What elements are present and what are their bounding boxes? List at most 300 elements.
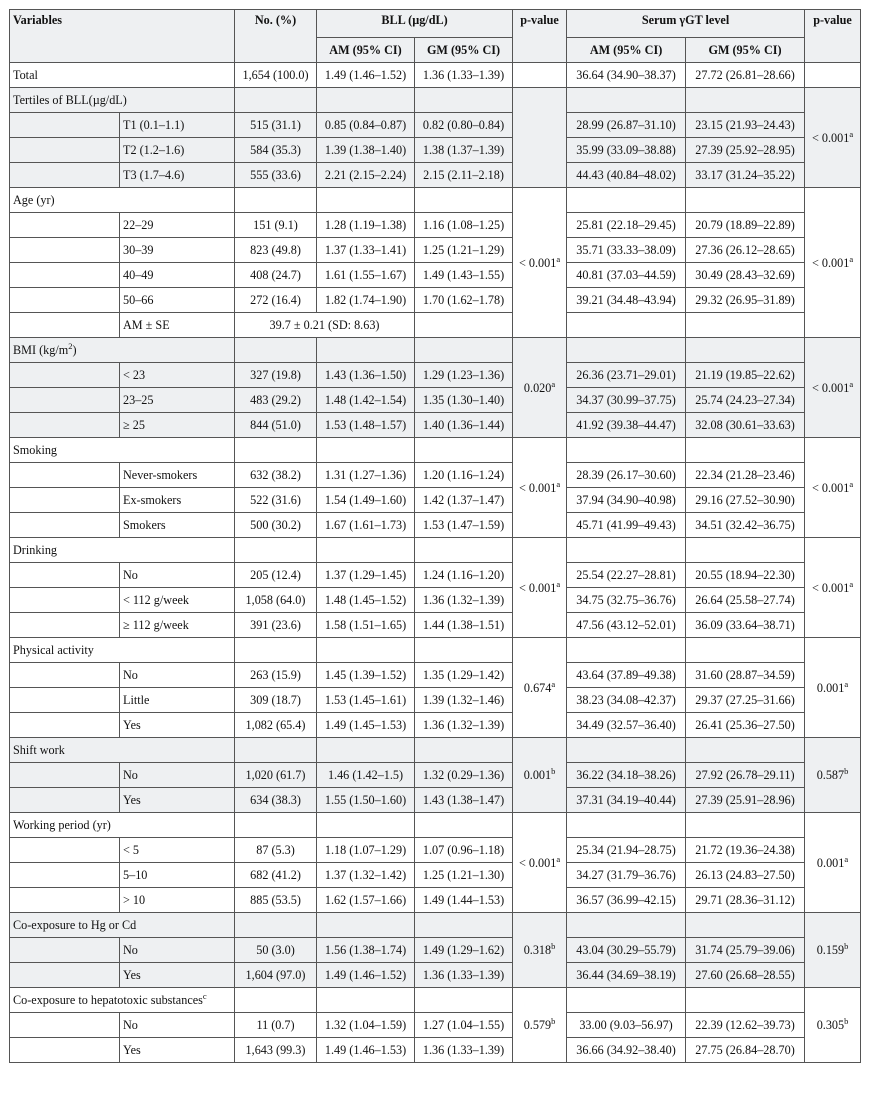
group-label-end-bmi: ) [72,343,77,357]
row-ggt-am: 33.00 (9.03–56.97) [567,1013,686,1038]
age-am-se-label: AM ± SE [120,313,235,338]
header-bll-am: AM (95% CI) [317,38,415,63]
drinking-p-bll [513,538,567,638]
group-row-tertiles [10,88,861,113]
table-row [10,513,861,538]
row-ggt-am: 45.71 (41.99–49.43) [567,513,686,538]
group-n-physical [235,638,317,663]
row-label: 50–66 [120,288,235,313]
row-bll-am: 0.85 (0.84–0.87) [317,113,415,138]
working-p-bll [513,813,567,913]
row-indent [10,413,120,438]
row-ggt-gm: 26.64 (25.58–27.74) [686,588,805,613]
group-bll-am-smoking [317,438,415,463]
group-label-physical [10,638,235,663]
row-label: No [120,763,235,788]
row-ggt-gm: 20.79 (18.89–22.89) [686,213,805,238]
row-ggt-am: 43.64 (37.89–49.38) [567,663,686,688]
row-label: Yes [120,1038,235,1063]
row-ggt-gm: 22.39 (12.62–39.73) [686,1013,805,1038]
group-label-text-working: Working period (yr) [13,818,111,832]
group-label-text-tertiles: Tertiles of BLL(µg/dL) [13,93,127,107]
row-bll-gm: 1.36 (1.33–1.39) [415,963,513,988]
group-n-hepato [235,988,317,1013]
hgcd-p-ggt-value: 0.159 [816,943,845,957]
drinking-p-ggt-value: < 0.001 [811,580,850,595]
table-container [9,9,861,1063]
group-label-working [10,813,235,838]
row-indent [10,1013,120,1038]
working-p-ggt [805,813,861,913]
hgcd-p-ggt-footnote: b [844,941,849,951]
row-n: 1,604 (97.0) [235,963,317,988]
table-row [10,388,861,413]
total-p-ggt [805,63,861,88]
table-row [10,238,861,263]
row-bll-gm: 1.44 (1.38–1.51) [415,613,513,638]
bmi-p-ggt [805,338,861,438]
row-n: 309 (18.7) [235,688,317,713]
row-ggt-gm: 32.08 (30.61–33.63) [686,413,805,438]
row-n: 885 (53.5) [235,888,317,913]
group-bll-gm-working [415,813,513,838]
row-indent [10,238,120,263]
group-row-drinking [10,538,861,563]
age-p-ggt-footnote: a [849,253,854,264]
row-bll-am: 1.53 (1.48–1.57) [317,413,415,438]
group-label-shift [10,738,235,763]
group-n-smoking [235,438,317,463]
table-row [10,763,861,788]
group-bll-gm-age [415,188,513,213]
row-ggt-am: 36.57 (36.99–42.15) [567,888,686,913]
row-bll-am: 1.67 (1.61–1.73) [317,513,415,538]
bmi-p-ggt-footnote: a [849,378,854,389]
row-indent [10,763,120,788]
row-ggt-am: 34.75 (32.75–36.76) [567,588,686,613]
row-bll-am: 1.48 (1.45–1.52) [317,588,415,613]
total-label: Total [10,63,235,88]
group-row-hepato [10,988,861,1013]
row-ggt-am: 43.04 (30.29–55.79) [567,938,686,963]
table-row [10,1038,861,1063]
row-n: 1,058 (64.0) [235,588,317,613]
group-ggt-gm-smoking [686,438,805,463]
total-bll-am: 1.49 (1.46–1.52) [317,63,415,88]
table-row [10,213,861,238]
row-indent [10,713,120,738]
row-bll-am: 1.46 (1.42–1.5) [317,763,415,788]
table-row [10,613,861,638]
row-label: ≥ 112 g/week [120,613,235,638]
row-indent [10,513,120,538]
row-n: 50 (3.0) [235,938,317,963]
row-bll-gm: 2.15 (2.11–2.18) [415,163,513,188]
row-bll-am: 1.31 (1.27–1.36) [317,463,415,488]
header-ggt: Serum γGT level [567,10,805,38]
row-indent [10,463,120,488]
row-indent [10,688,120,713]
group-label-text-physical: Physical activity [13,643,94,657]
table-row [10,663,861,688]
group-ggt-am-working [567,813,686,838]
row-n: 11 (0.7) [235,1013,317,1038]
group-bll-gm-tertiles [415,88,513,113]
hepato-p-bll-value: 0.579 [523,1018,552,1032]
group-bll-gm-smoking [415,438,513,463]
row-bll-am: 1.28 (1.19–1.38) [317,213,415,238]
drinking-p-ggt [805,538,861,638]
group-bll-am-drinking [317,538,415,563]
row-label: Yes [120,963,235,988]
row-indent [10,888,120,913]
row-bll-gm: 1.70 (1.62–1.78) [415,288,513,313]
row-label: Little [120,688,235,713]
header-ggt-gm: GM (95% CI) [686,38,805,63]
row-ggt-am: 35.99 (33.09–38.88) [567,138,686,163]
hepato-p-bll-footnote: b [551,1016,556,1026]
row-bll-gm: 1.07 (0.96–1.18) [415,838,513,863]
row-indent [10,613,120,638]
physical-p-ggt-value: 0.001 [816,680,845,695]
row-bll-gm: 1.32 (0.29–1.36) [415,763,513,788]
bmi-p-bll-value: 0.020 [523,380,552,395]
row-indent [10,113,120,138]
row-label: < 23 [120,363,235,388]
bmi-p-bll [513,338,567,438]
row-bll-gm: 1.49 (1.44–1.53) [415,888,513,913]
table-row [10,288,861,313]
row-indent [10,588,120,613]
table-row [10,963,861,988]
tertiles-p-ggt-footnote: a [849,128,854,139]
row-ggt-gm: 31.60 (28.87–34.59) [686,663,805,688]
row-n: 327 (19.8) [235,363,317,388]
row-n: 1,643 (99.3) [235,1038,317,1063]
row-bll-gm: 1.38 (1.37–1.39) [415,138,513,163]
row-bll-am: 1.43 (1.36–1.50) [317,363,415,388]
drinking-p-bll-value: < 0.001 [518,580,557,595]
group-label-sup-bmi: 2 [68,341,73,351]
age-am-se-empty [686,313,805,338]
row-bll-gm: 1.35 (1.30–1.40) [415,388,513,413]
shift-p-ggt-value: 0.587 [816,768,845,782]
group-row-age [10,188,861,213]
row-bll-am: 1.49 (1.45–1.53) [317,713,415,738]
row-n: 682 (41.2) [235,863,317,888]
table-row [10,788,861,813]
group-bll-gm-hgcd [415,913,513,938]
row-bll-am: 1.54 (1.49–1.60) [317,488,415,513]
group-bll-gm-hepato [415,988,513,1013]
row-bll-gm: 1.49 (1.29–1.62) [415,938,513,963]
group-bll-am-physical [317,638,415,663]
smoking-p-ggt [805,438,861,538]
row-ggt-gm: 27.36 (26.12–28.65) [686,238,805,263]
row-indent [10,288,120,313]
group-label-tertiles [10,88,235,113]
header-ggt-am: AM (95% CI) [567,38,686,63]
row-bll-gm: 1.16 (1.08–1.25) [415,213,513,238]
physical-p-bll [513,638,567,738]
row-n: 151 (9.1) [235,213,317,238]
header-row [10,10,861,38]
row-bll-am: 1.32 (1.04–1.59) [317,1013,415,1038]
row-n: 555 (33.6) [235,163,317,188]
age-p-bll-value: < 0.001 [518,255,557,270]
row-label: T2 (1.2–1.6) [120,138,235,163]
row-bll-am: 1.53 (1.45–1.61) [317,688,415,713]
table-row [10,263,861,288]
row-bll-gm: 1.29 (1.23–1.36) [415,363,513,388]
hepato-p-ggt [805,988,861,1063]
row-ggt-gm: 29.32 (26.95–31.89) [686,288,805,313]
row-indent [10,963,120,988]
row-indent [10,1038,120,1063]
row-ggt-am: 44.43 (40.84–48.02) [567,163,686,188]
row-label: Yes [120,788,235,813]
physical-p-ggt [805,638,861,738]
group-row-physical [10,638,861,663]
age-am-se-row [10,313,861,338]
shift-p-ggt [805,738,861,813]
group-label-smoking [10,438,235,463]
row-ggt-gm: 27.39 (25.92–28.95) [686,138,805,163]
smoking-p-ggt-value: < 0.001 [811,480,850,495]
table-row [10,463,861,488]
age-p-ggt [805,188,861,338]
group-ggt-am-drinking [567,538,686,563]
group-label-drinking [10,538,235,563]
row-bll-gm: 1.20 (1.16–1.24) [415,463,513,488]
row-ggt-am: 36.22 (34.18–38.26) [567,763,686,788]
row-ggt-am: 25.81 (22.18–29.45) [567,213,686,238]
row-ggt-gm: 20.55 (18.94–22.30) [686,563,805,588]
group-ggt-gm-drinking [686,538,805,563]
age-p-bll [513,188,567,338]
row-ggt-am: 39.21 (34.48–43.94) [567,288,686,313]
group-label-hgcd [10,913,235,938]
total-row [10,63,861,88]
row-indent [10,313,120,338]
row-label: Never-smokers [120,463,235,488]
group-n-shift [235,738,317,763]
group-label-text-bmi: BMI (kg/m [13,343,69,357]
row-bll-am: 1.61 (1.55–1.67) [317,263,415,288]
row-ggt-am: 41.92 (39.38–44.47) [567,413,686,438]
group-label-sup-hepato: c [202,991,207,1001]
group-ggt-am-hgcd [567,913,686,938]
group-bll-gm-physical [415,638,513,663]
row-ggt-gm: 33.17 (31.24–35.22) [686,163,805,188]
table-row [10,563,861,588]
row-indent [10,388,120,413]
row-ggt-am: 34.49 (32.57–36.40) [567,713,686,738]
row-indent [10,213,120,238]
row-ggt-am: 34.27 (31.79–36.76) [567,863,686,888]
group-ggt-am-smoking [567,438,686,463]
row-indent [10,563,120,588]
bmi-p-bll-footnote: a [551,378,556,389]
row-indent [10,838,120,863]
group-label-age [10,188,235,213]
table-row [10,1013,861,1038]
row-n: 263 (15.9) [235,663,317,688]
group-ggt-gm-tertiles [686,88,805,113]
hepato-p-bll [513,988,567,1063]
row-bll-gm: 1.53 (1.47–1.59) [415,513,513,538]
group-ggt-gm-hgcd [686,913,805,938]
row-n: 1,082 (65.4) [235,713,317,738]
results-table [9,9,861,1063]
row-label: No [120,1013,235,1038]
total-bll-gm: 1.36 (1.33–1.39) [415,63,513,88]
bmi-p-ggt-value: < 0.001 [811,380,850,395]
header-bll-gm: GM (95% CI) [415,38,513,63]
group-bll-am-hepato [317,988,415,1013]
row-label: No [120,938,235,963]
group-ggt-gm-bmi [686,338,805,363]
smoking-p-bll [513,438,567,538]
row-bll-am: 1.48 (1.42–1.54) [317,388,415,413]
row-bll-am: 1.39 (1.38–1.40) [317,138,415,163]
working-p-bll-footnote: a [556,853,561,864]
row-n: 584 (35.3) [235,138,317,163]
row-n: 1,020 (61.7) [235,763,317,788]
group-bll-am-hgcd [317,913,415,938]
shift-p-ggt-footnote: b [844,766,849,776]
row-indent [10,788,120,813]
row-n: 844 (51.0) [235,413,317,438]
row-bll-am: 2.21 (2.15–2.24) [317,163,415,188]
row-bll-am: 1.45 (1.39–1.52) [317,663,415,688]
row-bll-am: 1.58 (1.51–1.65) [317,613,415,638]
total-p-bll [513,63,567,88]
group-label-text-smoking: Smoking [13,443,58,457]
header-no-pct: No. (%) [235,10,317,63]
row-ggt-am: 36.66 (34.92–38.40) [567,1038,686,1063]
tertiles-p-ggt [805,88,861,188]
row-indent [10,363,120,388]
group-bll-gm-drinking [415,538,513,563]
row-ggt-am: 28.39 (26.17–30.60) [567,463,686,488]
group-bll-am-working [317,813,415,838]
row-ggt-gm: 26.41 (25.36–27.50) [686,713,805,738]
row-label: T1 (0.1–1.1) [120,113,235,138]
group-n-drinking [235,538,317,563]
row-n: 391 (23.6) [235,613,317,638]
row-ggt-am: 38.23 (34.08–42.37) [567,688,686,713]
row-n: 515 (31.1) [235,113,317,138]
group-ggt-am-hepato [567,988,686,1013]
row-bll-gm: 1.49 (1.43–1.55) [415,263,513,288]
row-bll-am: 1.37 (1.32–1.42) [317,863,415,888]
row-bll-am: 1.37 (1.33–1.41) [317,238,415,263]
hgcd-p-bll-footnote: b [551,941,556,951]
group-bll-am-shift [317,738,415,763]
row-bll-am: 1.56 (1.38–1.74) [317,938,415,963]
group-ggt-am-tertiles [567,88,686,113]
group-n-working [235,813,317,838]
row-ggt-am: 35.71 (33.33–38.09) [567,238,686,263]
row-label: 5–10 [120,863,235,888]
table-row [10,888,861,913]
row-ggt-am: 47.56 (43.12–52.01) [567,613,686,638]
row-indent [10,163,120,188]
row-label: Smokers [120,513,235,538]
group-n-hgcd [235,913,317,938]
physical-p-bll-footnote: a [551,678,556,689]
row-bll-gm: 1.27 (1.04–1.55) [415,1013,513,1038]
row-label: Yes [120,713,235,738]
group-bll-gm-bmi [415,338,513,363]
row-bll-gm: 1.42 (1.37–1.47) [415,488,513,513]
group-row-shift [10,738,861,763]
shift-p-bll-value: 0.001 [523,768,552,782]
row-bll-am: 1.37 (1.29–1.45) [317,563,415,588]
row-bll-gm: 1.36 (1.33–1.39) [415,1038,513,1063]
row-label: No [120,563,235,588]
row-bll-gm: 1.36 (1.32–1.39) [415,713,513,738]
row-n: 500 (30.2) [235,513,317,538]
row-bll-am: 1.62 (1.57–1.66) [317,888,415,913]
row-ggt-gm: 27.39 (25.91–28.96) [686,788,805,813]
group-label-text-drinking: Drinking [13,543,58,557]
group-ggt-gm-hepato [686,988,805,1013]
tertiles-p-ggt-value: < 0.001 [811,130,850,145]
group-n-age [235,188,317,213]
row-ggt-am: 25.34 (21.94–28.75) [567,838,686,863]
group-ggt-gm-age [686,188,805,213]
group-label-text-hepato: Co-exposure to hepatotoxic substances [13,993,203,1007]
group-bll-gm-shift [415,738,513,763]
working-p-bll-value: < 0.001 [518,855,557,870]
group-ggt-am-age [567,188,686,213]
row-bll-am: 1.18 (1.07–1.29) [317,838,415,863]
table-row [10,113,861,138]
row-label: No [120,663,235,688]
row-label: 23–25 [120,388,235,413]
age-am-se-empty [415,313,513,338]
row-ggt-gm: 30.49 (28.43–32.69) [686,263,805,288]
row-bll-am: 1.49 (1.46–1.52) [317,963,415,988]
table-row [10,588,861,613]
table-row [10,688,861,713]
smoking-p-bll-value: < 0.001 [518,480,557,495]
row-ggt-am: 36.44 (34.69–38.19) [567,963,686,988]
group-ggt-am-shift [567,738,686,763]
smoking-p-bll-footnote: a [556,478,561,489]
row-ggt-gm: 29.16 (27.52–30.90) [686,488,805,513]
age-p-ggt-value: < 0.001 [811,255,850,270]
physical-p-ggt-footnote: a [844,678,849,689]
group-n-tertiles [235,88,317,113]
row-ggt-am: 37.31 (34.19–40.44) [567,788,686,813]
row-n: 634 (38.3) [235,788,317,813]
group-label-text-shift: Shift work [13,743,65,757]
row-ggt-gm: 27.60 (26.68–28.55) [686,963,805,988]
row-indent [10,263,120,288]
group-bll-am-tertiles [317,88,415,113]
table-row [10,713,861,738]
age-p-bll-footnote: a [556,253,561,264]
row-ggt-gm: 27.75 (26.84–28.70) [686,1038,805,1063]
total-ggt-am: 36.64 (34.90–38.37) [567,63,686,88]
row-indent [10,863,120,888]
row-indent [10,938,120,963]
row-ggt-gm: 22.34 (21.28–23.46) [686,463,805,488]
group-label-text-hgcd: Co-exposure to Hg or Cd [13,918,137,932]
